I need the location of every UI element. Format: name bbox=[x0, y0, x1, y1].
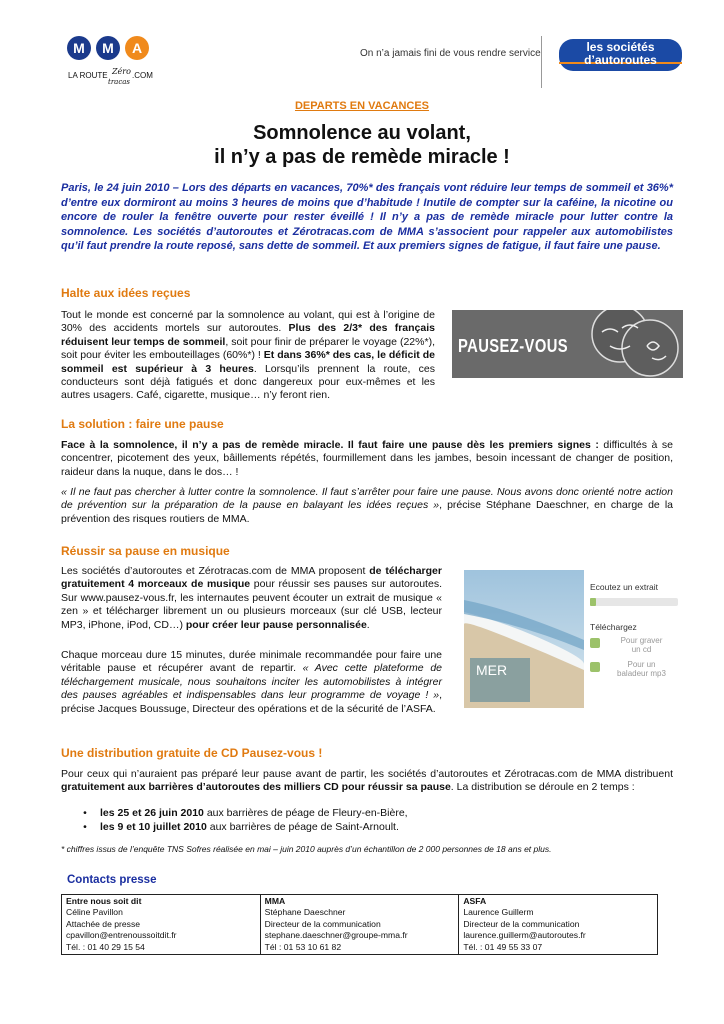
societes-line1: les sociétés bbox=[586, 40, 655, 54]
contact-email[interactable]: stephane.daeschner@groupe-mma.fr bbox=[264, 930, 408, 941]
list-item bbox=[70, 820, 408, 834]
section2-body bbox=[61, 439, 673, 479]
s4-text-1: Pour ceux qui n’auraient pas préparé leur pause avant de partir, les sociétés d’autoroutes et Zérotracas.com de MMA distribuent bbox=[61, 768, 673, 780]
section3-heading: Réussir sa pause en musique bbox=[61, 544, 230, 558]
contact-name: Céline Pavillon bbox=[66, 907, 123, 918]
bullet-text: aux barrières de péage de Saint-Arnoult. bbox=[206, 821, 399, 833]
contact-tel: Tél. : 01 49 55 33 07 bbox=[463, 941, 543, 952]
distribution-list bbox=[70, 806, 408, 834]
pausez-vous-label: PAUSEZ-VOUS bbox=[458, 336, 569, 356]
s2-quote-text: « Il ne faut pas chercher à lutter contre la somnolence. Il faut s’arrêter pour faire une pause. Nous avons donc orienté notre action de prévention sur la préparation de la pause en balayant les idées reçues » bbox=[61, 486, 673, 512]
s3-text-5: , précise Jacques Boussuge, Directeur des opérations et de la sécurité de l’ASFA. bbox=[61, 689, 442, 715]
s3-quote: « Avec cette plateforme de téléchargement musicale, nous souhaitons inciter les automobilistes à intégrer des pauses agréables et indispensables dans leur programme de voyage ! » bbox=[61, 662, 442, 702]
s3-text-3: . bbox=[366, 618, 370, 631]
section1-body bbox=[61, 309, 435, 403]
title-line-2: il n’y a pas de remède miracle ! bbox=[214, 146, 510, 168]
section3-body bbox=[61, 565, 442, 632]
kicker: DEPARTS EN VACANCES bbox=[294, 100, 430, 112]
s2-text-1: difficultés à se concentrer, picotement des yeux, bâillements répétés, fourmillement dans les jambes, besoin incessant de changer de position, raideur dans la nuque, dans le dos… ! bbox=[61, 439, 673, 478]
section3-body-2 bbox=[61, 649, 442, 716]
contact-name: Stéphane Daeschner bbox=[264, 907, 346, 918]
album-label: MER bbox=[476, 662, 508, 678]
download-label: Téléchargez bbox=[590, 622, 637, 632]
contact-org: ASFA bbox=[463, 896, 487, 906]
tracas-text: tracas bbox=[108, 78, 131, 86]
contact-cell-asfa bbox=[459, 895, 658, 955]
mp3-line-1: Pour un bbox=[627, 660, 656, 669]
bullet-date: les 25 et 26 juin 2010 bbox=[100, 807, 204, 819]
s3-text-1: Les sociétés d’autoroutes et Zérotracas.com de MMA proposent bbox=[61, 565, 370, 577]
zero-text: Zéro bbox=[112, 67, 131, 76]
contacts-heading: Contacts presse bbox=[67, 874, 157, 886]
tagline: On n’a jamais fini de vous rendre service bbox=[360, 48, 541, 59]
s3-bold-1: de télécharger gratuitement 4 morceaux de musique bbox=[61, 565, 442, 591]
societes-autoroutes-logo bbox=[558, 38, 683, 72]
contact-cell-mma bbox=[260, 895, 459, 955]
s1-bold-2: Et dans 36%* des cas, le déficit de sommeil est supérieur à 3 heures bbox=[61, 349, 435, 375]
page-title bbox=[0, 121, 724, 169]
lead-paragraph: Paris, le 24 juin 2010 – Lors des départs en vacances, 70%* des français vont réduire leur temps de sommeil et 36%* d’entre eux dormiront au moins 3 heures de moins que d’habitude ! Inutile de compter sur la caféine, la nicotine ou encore de rouler la fenêtre ouverte pour rester éveillé ! Il n’y a pas de remède miracle pour lutter contre la somnolence. Les sociétés d’autoroutes et Zérotracas.com de MMA s’associent pour rappeler aux automobilistes qu’il faut prendre la route reposé, sans dette de sommeil. Et aux premiers signes de fatigue, il faut faire une pause. bbox=[61, 182, 673, 253]
s1-text-3: . Lorsqu’ils prennent la route, ces conducteurs sont déjà fatigués et donc dangereux pour eux-mêmes et les autres usagers. Café, cigarette, musique… n’y feront rien. bbox=[61, 362, 435, 402]
bullet: • bbox=[83, 807, 87, 819]
list-item bbox=[70, 806, 408, 820]
mma-letter-1: M bbox=[73, 40, 85, 56]
bullet: • bbox=[83, 821, 87, 833]
header-divider bbox=[541, 36, 542, 88]
s4-text-2: . La distribution se déroule en 2 temps : bbox=[450, 781, 635, 794]
bullet-text: aux barrières de péage de Fleury-en-Bière, bbox=[203, 807, 408, 819]
footnote: * chiffres issus de l’enquête TNS Sofres réalisée en mai – juin 2010 auprès d’un échantillon de 2 000 personnes de 18 ans et plus. bbox=[61, 844, 552, 854]
section2-quote bbox=[61, 486, 673, 526]
contact-name: Laurence Guillerm bbox=[463, 907, 534, 918]
contact-role: Attachée de presse bbox=[66, 918, 141, 929]
section4-heading: Une distribution gratuite de CD Pausez-vous ! bbox=[61, 746, 323, 760]
s3-text-4: Chaque morceau dure 15 minutes, durée minimale recommandée pour faire une véritable pause et récupérer avant de repartir. bbox=[61, 649, 442, 675]
mma-letter-3: A bbox=[131, 40, 143, 56]
mp3-line-2: baladeur mp3 bbox=[617, 669, 666, 678]
contact-role: Directeur de la communication bbox=[264, 918, 381, 929]
music-widget-image bbox=[464, 570, 683, 708]
contact-tel: Tél. : 01 40 29 15 54 bbox=[66, 941, 145, 952]
mp3-link[interactable] bbox=[604, 660, 679, 678]
s3-text-2: pour réussir ses pauses sur autoroutes. Sur www.pausez-vous.fr, les internautes peuvent écouter un extrait de musique « zen » et télécharger librement un ou plusieurs morceaux (sur clé USB, lecteur MP3, iPhone, iPod, CD…) bbox=[61, 578, 442, 631]
societes-line2: d’autoroutes bbox=[584, 53, 657, 67]
mma-caption: LA ROUTE bbox=[68, 71, 108, 80]
s2-text-2: , précise Stéphane Daeschner, en charge de la prévention des risques routiers de MMA. bbox=[61, 499, 673, 525]
contact-org: Entre nous soit dit bbox=[66, 896, 142, 906]
bullet-date: les 9 et 10 juillet 2010 bbox=[100, 821, 207, 833]
contact-tel: Tél : 01 53 10 61 82 bbox=[264, 941, 342, 952]
cd-line-1: Pour graver bbox=[620, 636, 663, 645]
contact-cell-agency bbox=[62, 895, 261, 955]
mma-logo bbox=[64, 34, 160, 88]
section2-heading: La solution : faire une pause bbox=[61, 417, 224, 431]
contact-email[interactable]: cpavillon@entrenoussoitdit.fr bbox=[66, 930, 177, 941]
title-line-1: Somnolence au volant, bbox=[253, 122, 471, 144]
dotcom-text: .COM bbox=[132, 71, 153, 80]
s1-bold-1: Plus des 2/3* des français réduisent leur temps de sommeil bbox=[61, 322, 435, 348]
s3-bold-2: pour créer leur pause personnalisée bbox=[185, 618, 367, 631]
contact-role: Directeur de la communication bbox=[463, 918, 580, 929]
table-row bbox=[62, 895, 658, 955]
listen-label[interactable]: Ecoutez un extrait bbox=[590, 582, 659, 592]
mma-letter-2: M bbox=[102, 40, 114, 56]
contact-org: MMA bbox=[264, 896, 286, 906]
burn-cd-link[interactable] bbox=[604, 636, 679, 654]
cd-line-2: un cd bbox=[631, 645, 652, 654]
pausez-vous-image bbox=[452, 310, 683, 378]
s1-text-1: Tout le monde est concerné par la somnolence au volant, qui est à l’origine de 30% des accidents mortels sur autoroutes. bbox=[61, 309, 435, 335]
section1-heading: Halte aux idées reçues bbox=[61, 286, 191, 300]
s4-bold-1: gratuitement aux barrières d’autoroutes des milliers CD pour réussir sa pause bbox=[61, 781, 451, 794]
section4-body bbox=[61, 768, 673, 795]
contact-email[interactable]: laurence.guillerm@autoroutes.fr bbox=[463, 930, 586, 941]
contacts-table bbox=[61, 894, 658, 955]
s2-bold-1: Face à la somnolence, il n’y a pas de remède miracle. Il faut faire une pause dès les premiers signes : bbox=[61, 439, 599, 451]
s1-text-2: , soit pour finir de préparer le voyage (22%*), soit pour éviter les embouteillages (60%*) ! bbox=[61, 335, 435, 362]
